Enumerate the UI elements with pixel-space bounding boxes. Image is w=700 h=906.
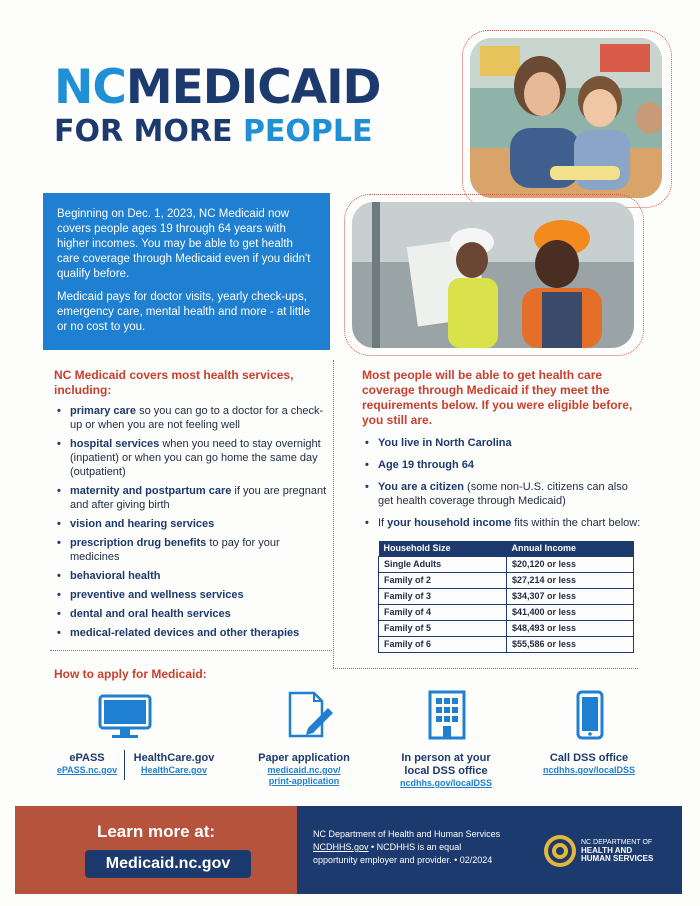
apply-epass bbox=[52, 752, 122, 776]
paper-link[interactable]: medicaid.nc.gov/ print-application bbox=[267, 765, 341, 786]
phone-icon bbox=[576, 690, 604, 745]
intro-paragraph-2: Medicaid pays for doctor visits, yearly check-ups, emergency care, mental health and more - at little or no cost to you. bbox=[57, 291, 311, 333]
photo-family bbox=[470, 38, 662, 198]
list-item: • medical-related devices and other therapies bbox=[54, 626, 329, 640]
divider-vertical bbox=[333, 360, 334, 668]
paper-pencil-icon bbox=[286, 690, 336, 745]
list-item: • Age 19 through 64 bbox=[362, 458, 642, 472]
learn-more-url[interactable]: Medicaid.nc.gov bbox=[85, 850, 251, 878]
intro-box bbox=[43, 193, 330, 350]
table-row: Family of 5 $48,493 or less bbox=[379, 620, 634, 636]
table-row: Family of 6 $55,586 or less bbox=[379, 636, 634, 652]
income-table bbox=[378, 541, 634, 653]
list-item: • dental and oral health services bbox=[54, 607, 329, 621]
divider-right bbox=[333, 668, 638, 669]
footer-department: NC Department of Health and Human Services bbox=[313, 829, 501, 839]
list-item: • hospital services when you need to stay overnight (inpatient) or when you can go home the same day (outpatient) bbox=[54, 437, 329, 479]
list-item: • prescription drug benefits to pay for your medicines bbox=[54, 536, 329, 564]
footer-line-3: opportunity employer and provider. • 02/2024 bbox=[313, 855, 493, 865]
list-item: • You live in North Carolina bbox=[362, 436, 642, 450]
ncdhhs-link[interactable]: NCDHHS.gov bbox=[313, 842, 369, 852]
learn-more-label: Learn more at: bbox=[96, 822, 216, 841]
services-section bbox=[54, 368, 329, 645]
title-for-more: FOR MORE bbox=[54, 114, 243, 149]
monitor-icon bbox=[98, 694, 152, 745]
learn-more-panel bbox=[15, 806, 297, 894]
list-item: • behavioral health bbox=[54, 569, 329, 583]
in-person-link[interactable]: ncdhhs.gov/localDSS bbox=[399, 778, 493, 788]
list-item: • If your household income fits within the chart below: bbox=[362, 516, 642, 530]
list-item: • maternity and postpartum care if you are pregnant and after giving birth bbox=[54, 484, 329, 512]
table-header-row bbox=[379, 541, 634, 556]
apply-in-person bbox=[386, 752, 506, 789]
in-person-label: In person at your local DSS office bbox=[401, 752, 491, 777]
epass-link[interactable]: ePASS.nc.gov bbox=[56, 765, 118, 775]
apply-separator bbox=[124, 750, 125, 780]
services-heading: NC Medicaid covers most health services, including: bbox=[54, 368, 294, 397]
apply-paper bbox=[246, 752, 362, 787]
services-list bbox=[54, 404, 329, 640]
list-item: • preventive and wellness services bbox=[54, 588, 329, 602]
requirements-heading: Most people will be able to get health care coverage through Medicaid if they meet the requirements below. If you were eligible before, you still are. bbox=[362, 368, 633, 427]
building-icon bbox=[428, 690, 466, 745]
footer-line-2: NCDHHS.gov • NCDHHS is an equal bbox=[313, 842, 462, 852]
title-nc: NC bbox=[54, 60, 126, 115]
table-row: Family of 3 $34,307 or less bbox=[379, 588, 634, 604]
intro-paragraph-1: Beginning on Dec. 1, 2023, NC Medicaid now covers people ages 19 through 64 years with higher incomes. You may be able to get health care coverage through Medicaid even if you didn't qualify before. bbox=[57, 208, 311, 280]
requirements-list bbox=[362, 436, 642, 530]
column-header-household-size: Household Size bbox=[379, 541, 507, 556]
list-item: • primary care so you can go to a doctor for a check-up or when you are not feeling well bbox=[54, 404, 329, 432]
title-medicaid: MEDICAID bbox=[125, 60, 381, 115]
photo-workers bbox=[352, 202, 634, 348]
column-header-annual-income: Annual Income bbox=[507, 541, 634, 556]
apply-call bbox=[530, 752, 648, 776]
epass-label: ePASS bbox=[69, 752, 105, 764]
footer-info-panel bbox=[297, 806, 682, 894]
table-row: Single Adults $20,120 or less bbox=[379, 556, 634, 572]
ncdhhs-seal-icon bbox=[543, 834, 577, 868]
apply-heading: How to apply for Medicaid: bbox=[54, 667, 207, 681]
apply-healthcare-gov bbox=[128, 752, 220, 776]
ncdhhs-wordmark: NC DEPARTMENT OF HEALTH AND HUMAN SERVICES bbox=[581, 839, 654, 863]
title-people: PEOPLE bbox=[242, 114, 373, 149]
paper-label: Paper application bbox=[258, 752, 350, 764]
page-title bbox=[54, 62, 454, 150]
healthcare-gov-link[interactable]: HealthCare.gov bbox=[140, 765, 208, 775]
call-link[interactable]: ncdhhs.gov/localDSS bbox=[542, 765, 636, 775]
divider-left bbox=[50, 650, 332, 651]
list-item: • vision and hearing services bbox=[54, 517, 329, 531]
call-label: Call DSS office bbox=[549, 752, 629, 764]
healthcare-gov-label: HealthCare.gov bbox=[133, 752, 215, 764]
list-item: • You are a citizen (some non-U.S. citizens can also get health coverage through Medicaid) bbox=[362, 480, 642, 508]
table-row: Family of 2 $27,214 or less bbox=[379, 572, 634, 588]
table-row: Family of 4 $41,400 or less bbox=[379, 604, 634, 620]
requirements-section bbox=[362, 368, 642, 538]
